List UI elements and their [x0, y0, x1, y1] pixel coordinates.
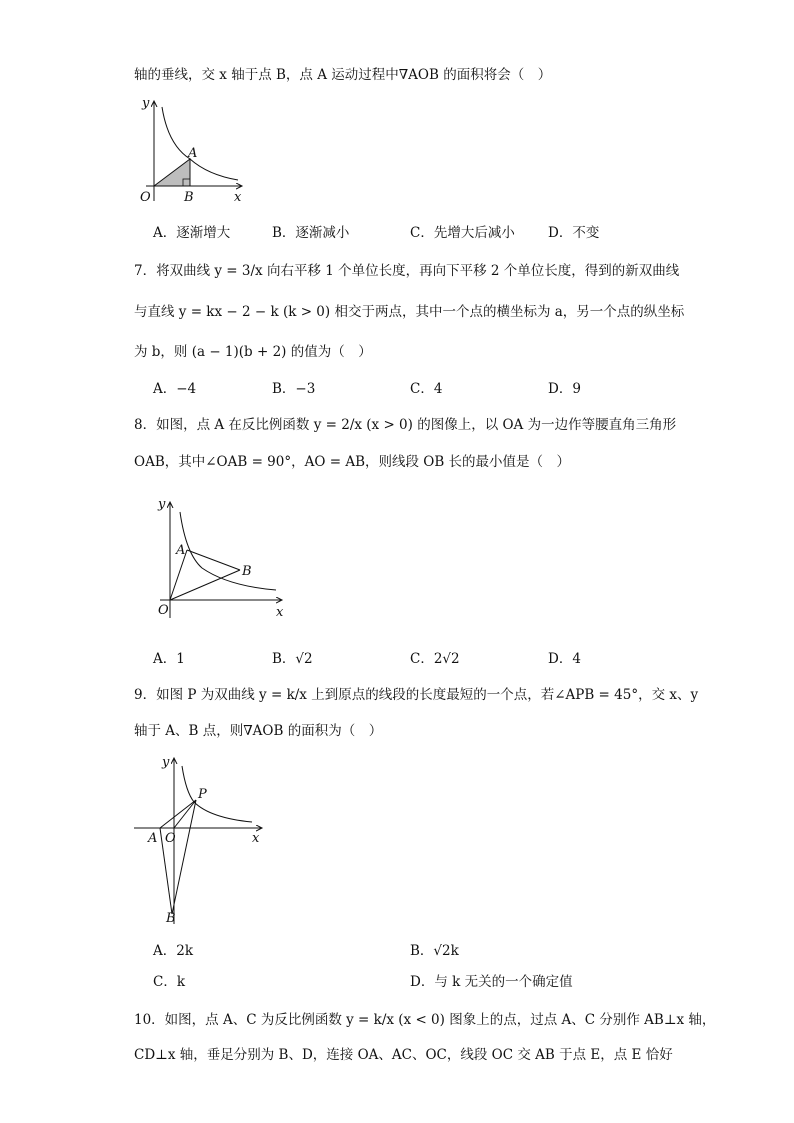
q7-line-2: 与直线 y = kx − 2 − k (k > 0) 相交于两点，其中一个点的横坐标为 a，另一个点的纵坐标 [134, 304, 685, 320]
q7-line-1: 7．将双曲线 y = 3/x 向右平移 1 个单位长度，再向下平移 2 个单位长度，得到的新双曲线 [134, 263, 680, 279]
label-y: y [158, 497, 166, 512]
q9-option-b[interactable]: B．√2k [410, 943, 459, 959]
q6-option-b[interactable]: B．逐渐减小 [272, 225, 350, 241]
q7-option-a[interactable]: A．−4 [153, 381, 197, 397]
q6-option-d[interactable]: D．不变 [548, 225, 600, 241]
q8-line-1: 8．如图，点 A 在反比例函数 y = 2/x (x > 0) 的图像上，以 OA 为一边作等腰直角三角形 [134, 417, 677, 433]
q8-option-a[interactable]: A．1 [153, 651, 185, 667]
hyperbola [162, 107, 238, 180]
q6-option-c[interactable]: C．先增大后减小 [410, 225, 515, 241]
q9-option-a[interactable]: A．2k [153, 943, 194, 959]
q7-option-b[interactable]: B．−3 [272, 381, 316, 397]
label-x: x [276, 605, 284, 620]
q7-option-d[interactable]: D．9 [548, 381, 581, 397]
label-O: O [140, 190, 151, 205]
q8-line-2: OAB，其中∠OAB = 90°，AO = AB，则线段 OB 长的最小值是（ ） [134, 454, 571, 470]
q9-line-2: 轴于 A、B 点，则∇AOB 的面积为（ ） [134, 723, 383, 739]
label-y: y [162, 755, 170, 770]
q9-option-d[interactable]: D．与 k 无关的一个确定值 [410, 974, 573, 990]
label-x: x [252, 831, 260, 846]
q9-option-c[interactable]: C．k [153, 974, 186, 990]
label-x: x [234, 190, 242, 205]
label-O: O [158, 603, 169, 618]
q10-line-2: CD⊥x 轴，垂足分别为 B、D，连接 OA、AC、OC，线段 OC 交 AB 于点 E，点 E 恰好 [134, 1047, 673, 1063]
shaded-triangle [154, 159, 190, 186]
q9-line-1: 9．如图 P 为双曲线 y = k/x 上到原点的线段的长度最短的一个点，若∠APB = 45°，交 x、y [134, 687, 699, 703]
q6-stem-tail: 轴的垂线，交 x 轴于点 B，点 A 运动过程中∇AOB 的面积将会（ ） [134, 67, 552, 83]
label-A: A [148, 831, 158, 846]
segment-OB [170, 570, 240, 600]
q8-option-d[interactable]: D．4 [548, 651, 581, 667]
label-B: B [166, 911, 176, 926]
label-y: y [142, 96, 150, 111]
segment-BP [172, 800, 196, 914]
q6-figure [128, 95, 248, 207]
q9-figure [128, 752, 268, 928]
q7-option-c[interactable]: C．4 [410, 381, 443, 397]
q8-option-c[interactable]: C．2√2 [410, 651, 460, 667]
label-A: A [188, 146, 198, 161]
hyperbola [180, 512, 276, 590]
label-A: A [176, 543, 186, 558]
q8-option-b[interactable]: B．√2 [272, 651, 313, 667]
label-P: P [198, 787, 207, 802]
q8-figure [150, 494, 290, 622]
label-O: O [165, 831, 176, 846]
hyperbola [182, 766, 252, 822]
label-B: B [184, 190, 194, 205]
q6-option-a[interactable]: A．逐渐增大 [153, 225, 231, 241]
q7-line-3: 为 b，则 (a − 1)(b + 2) 的值为（ ） [134, 344, 372, 360]
label-B: B [242, 564, 252, 579]
q10-line-1: 10．如图，点 A、C 为反比例函数 y = k/x (x < 0) 图象上的点，过点 A、C 分别作 AB⊥x 轴， [134, 1012, 716, 1028]
